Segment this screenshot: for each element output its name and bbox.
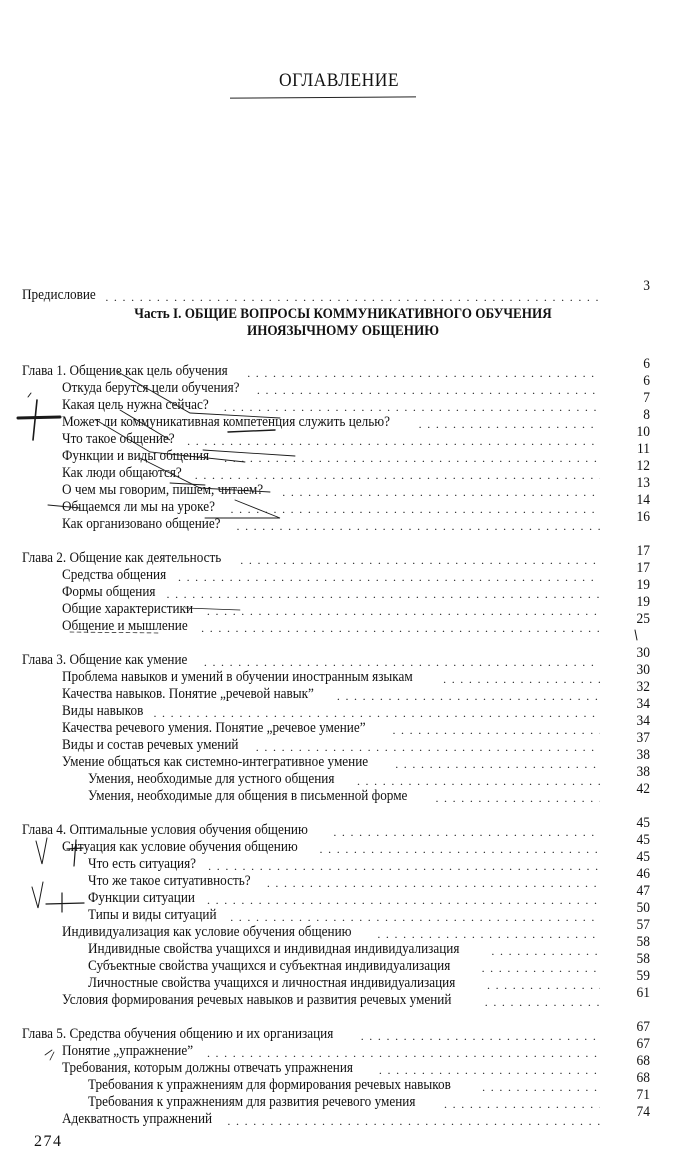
toc-entry-label: Что такое общение? bbox=[62, 431, 175, 447]
dot-leader bbox=[443, 672, 600, 686]
toc-chapter-entry[interactable] bbox=[22, 550, 600, 567]
toc-chapter-entry[interactable] bbox=[22, 822, 600, 839]
dot-leader bbox=[230, 502, 600, 516]
toc-page-number: 7 bbox=[643, 390, 650, 406]
toc-entry-label: Умения, необходимые для общения в письменной форме bbox=[88, 788, 408, 804]
strike-line bbox=[28, 393, 31, 397]
toc-section-entry[interactable] bbox=[88, 975, 600, 992]
dot-leader bbox=[207, 604, 600, 618]
dot-leader bbox=[392, 723, 600, 737]
check-mark-icon bbox=[32, 882, 43, 908]
dot-leader bbox=[207, 893, 600, 907]
toc-section-entry[interactable] bbox=[88, 907, 600, 924]
toc-section-entry[interactable] bbox=[62, 380, 600, 397]
dot-leader bbox=[444, 1097, 600, 1111]
toc-page-number: 8 bbox=[643, 407, 650, 423]
toc-entry-label: Требования, которым должны отвечать упражнения bbox=[62, 1060, 353, 1076]
toc-entry-label: Какая цель нужна сейчас? bbox=[62, 397, 209, 413]
toc-section-entry[interactable] bbox=[62, 499, 600, 516]
toc-page-number: 19 bbox=[636, 577, 650, 593]
toc-entry-label: Качества речевого умения. Понятие „речевое умение” bbox=[62, 720, 366, 736]
toc-entry-label: Виды навыков bbox=[62, 703, 144, 719]
toc-section-entry[interactable] bbox=[62, 482, 600, 499]
toc-entry-label: Общение и мышление bbox=[62, 618, 188, 634]
toc-page-number: 30 bbox=[636, 645, 650, 661]
dot-leader bbox=[267, 876, 600, 890]
toc-page-number: 67 bbox=[636, 1036, 650, 1052]
strike-line bbox=[635, 630, 637, 640]
toc-section-entry[interactable] bbox=[62, 737, 600, 754]
toc-section-entry[interactable] bbox=[88, 788, 600, 805]
toc-page-number: 68 bbox=[636, 1053, 650, 1069]
toc-section-entry[interactable] bbox=[62, 431, 600, 448]
toc-page-number: 67 bbox=[636, 1019, 650, 1035]
toc-page-number: 61 bbox=[636, 985, 650, 1001]
toc-section-entry[interactable] bbox=[62, 465, 600, 482]
toc-page-number: 74 bbox=[636, 1104, 650, 1120]
dot-leader bbox=[187, 434, 600, 448]
check-mark-icon bbox=[36, 838, 47, 864]
toc-entry-label: Качества навыков. Понятие „речевой навык” bbox=[62, 686, 314, 702]
toc-entry-label: Субъектные свойства учащихся и субъектная индивидуализация bbox=[88, 958, 451, 974]
toc-section-entry[interactable] bbox=[88, 958, 600, 975]
toc-page-number: 30 bbox=[636, 662, 650, 678]
cross-mark-icon bbox=[18, 417, 60, 418]
dot-leader bbox=[256, 740, 600, 754]
toc-page-number: 34 bbox=[636, 713, 650, 729]
toc-entry-label: Что же такое ситуативность? bbox=[88, 873, 251, 889]
dot-leader bbox=[105, 290, 600, 304]
toc-page-number: 11 bbox=[636, 441, 650, 457]
dot-leader bbox=[230, 910, 600, 924]
toc-page-number: 12 bbox=[636, 458, 650, 474]
toc-entry-label: Глава 5. Средства обучения общению и их организация bbox=[22, 1026, 334, 1042]
toc-entry-label: Виды и состав речевых умений bbox=[62, 737, 239, 753]
dot-leader bbox=[224, 451, 600, 465]
toc-entry-label: Глава 3. Общение как умение bbox=[22, 652, 188, 668]
dot-leader bbox=[282, 485, 600, 499]
toc-page-number: 17 bbox=[636, 543, 650, 559]
footer-page-number: 274 bbox=[34, 1133, 63, 1150]
toc-page-number: 34 bbox=[636, 696, 650, 712]
toc-section-entry[interactable] bbox=[62, 669, 600, 686]
dot-leader bbox=[204, 655, 600, 669]
toc-chapter-entry[interactable] bbox=[22, 1026, 600, 1043]
toc-page-number: 32 bbox=[636, 679, 650, 695]
dot-leader bbox=[236, 519, 600, 533]
dot-leader bbox=[395, 757, 600, 771]
dot-leader bbox=[224, 400, 600, 414]
dot-leader bbox=[379, 1063, 600, 1077]
toc-page-number: 42 bbox=[636, 781, 650, 797]
dot-leader bbox=[153, 706, 600, 720]
toc-page-number: 58 bbox=[636, 934, 650, 950]
toc-section-entry[interactable] bbox=[62, 414, 600, 431]
dot-leader bbox=[320, 842, 600, 856]
dot-leader bbox=[337, 689, 600, 703]
toc-entry-label: Проблема навыков и умений в обучении иностранным языкам bbox=[62, 669, 413, 685]
toc-page-number: 6 bbox=[643, 373, 650, 389]
toc-entry-label: Формы общения bbox=[62, 584, 156, 600]
dot-leader bbox=[482, 1080, 600, 1094]
toc-entry-label: Глава 2. Общение как деятельность bbox=[22, 550, 222, 566]
toc-chapter-entry[interactable] bbox=[22, 652, 600, 669]
dot-leader bbox=[333, 825, 600, 839]
toc-section-entry[interactable] bbox=[88, 1077, 600, 1094]
dot-leader bbox=[257, 383, 600, 397]
toc-page-number: 14 bbox=[636, 492, 650, 508]
toc-entry-label: Умения, необходимые для устного общения bbox=[88, 771, 335, 787]
toc-entry-label: Может ли коммуникативная компетенция служить целью? bbox=[62, 414, 390, 430]
toc-section-entry[interactable] bbox=[88, 856, 600, 873]
page-title: ОГЛАВЛЕНИЕ bbox=[279, 70, 399, 91]
toc-page-number: 46 bbox=[636, 866, 650, 882]
toc-page-number: 13 bbox=[636, 475, 650, 491]
toc-page-number: 50 bbox=[636, 900, 650, 916]
dot-leader bbox=[208, 859, 600, 873]
dot-leader bbox=[419, 417, 600, 431]
part-heading-line-2: ИНОЯЗЫЧНОМУ ОБЩЕНИЮ bbox=[246, 323, 440, 339]
part-heading-line-1: Часть I. ОБЩИЕ ВОПРОСЫ КОММУНИКАТИВНОГО ОБУЧЕНИЯ bbox=[134, 306, 552, 322]
toc-page-number: 38 bbox=[636, 747, 650, 763]
toc-page-number: 58 bbox=[636, 951, 650, 967]
toc-section-entry[interactable] bbox=[88, 890, 600, 907]
toc-section-entry[interactable] bbox=[62, 839, 600, 856]
toc-entry-label: Требования к упражнениям для развития речевого умения bbox=[88, 1094, 416, 1110]
dot-leader bbox=[201, 621, 600, 635]
dot-leader bbox=[361, 1029, 600, 1043]
toc-section-entry[interactable] bbox=[88, 941, 600, 958]
toc-page-number: 16 bbox=[636, 509, 650, 525]
toc-section-entry[interactable] bbox=[88, 771, 600, 788]
toc-entry-label: Как организовано общение? bbox=[62, 516, 221, 532]
toc-entry-label: Функции ситуации bbox=[88, 890, 195, 906]
toc-section-entry[interactable] bbox=[62, 601, 600, 618]
toc-page-number: 19 bbox=[636, 594, 650, 610]
toc-page-number: 37 bbox=[636, 730, 650, 746]
toc-entry-label: Умение общаться как системно-интегративное умение bbox=[62, 754, 369, 770]
toc-entry-label: Средства общения bbox=[62, 567, 167, 583]
toc-page-number: 68 bbox=[636, 1070, 650, 1086]
toc-entry-preface[interactable] bbox=[22, 287, 600, 304]
toc-entry-label: Индивидуализация как условие обучения общению bbox=[62, 924, 352, 940]
dot-leader bbox=[482, 961, 600, 975]
dot-leader bbox=[166, 587, 600, 601]
toc-section-entry[interactable] bbox=[88, 1094, 600, 1111]
toc-section-entry[interactable] bbox=[62, 618, 600, 635]
toc-page-number: 71 bbox=[636, 1087, 650, 1103]
toc-section-entry[interactable] bbox=[62, 992, 600, 1009]
toc-page-number: 25 bbox=[636, 611, 650, 627]
dot-leader bbox=[377, 927, 600, 941]
toc-section-entry[interactable] bbox=[62, 448, 600, 465]
toc-entry-label: Глава 1. Общение как цель обучения bbox=[22, 363, 228, 379]
toc-entry-label: Как люди общаются? bbox=[62, 465, 182, 481]
toc-section-entry[interactable] bbox=[62, 703, 600, 720]
toc-entry-label: Глава 4. Оптимальные условия обучения общению bbox=[22, 822, 308, 838]
dot-leader bbox=[485, 995, 600, 1009]
toc-entry-label: Что есть ситуация? bbox=[88, 856, 197, 872]
dot-leader bbox=[357, 774, 600, 788]
toc-page-number: 10 bbox=[636, 424, 650, 440]
toc-page-number: 17 bbox=[636, 560, 650, 576]
toc-section-entry[interactable] bbox=[62, 584, 600, 601]
dot-leader bbox=[178, 570, 600, 584]
toc-entry-label: Условия формирования речевых навыков и развития речевых умений bbox=[62, 992, 452, 1008]
toc-entry-label: Адекватность упражнений bbox=[62, 1111, 213, 1127]
dot-leader bbox=[207, 1046, 600, 1060]
toc-page-number: 47 bbox=[636, 883, 650, 899]
toc-section-entry[interactable] bbox=[62, 1043, 600, 1060]
toc-section-entry[interactable] bbox=[62, 1111, 600, 1128]
toc-page-number: 45 bbox=[636, 849, 650, 865]
toc-section-entry[interactable] bbox=[88, 873, 600, 890]
toc-entry-label: Ситуация как условие обучения общению bbox=[62, 839, 298, 855]
dot-leader bbox=[240, 553, 600, 567]
toc-entry-label: Типы и виды ситуаций bbox=[88, 907, 217, 923]
toc-page-number: 57 bbox=[636, 917, 650, 933]
toc-page-number: 3 bbox=[643, 278, 650, 294]
check-mark-icon bbox=[45, 1050, 54, 1060]
toc-page-number: 6 bbox=[643, 356, 650, 372]
dot-leader bbox=[435, 791, 600, 805]
toc-section-entry[interactable] bbox=[62, 397, 600, 414]
cross-mark-icon bbox=[46, 893, 84, 912]
toc-page-number: 38 bbox=[636, 764, 650, 780]
toc-entry-label: Требования к упражнениям для формирования речевых навыков bbox=[88, 1077, 451, 1093]
dot-leader bbox=[227, 1114, 600, 1128]
toc-section-entry[interactable] bbox=[62, 720, 600, 737]
toc-entry-label: О чем мы говорим, пишем, читаем? bbox=[62, 482, 264, 498]
toc-entry-label: Индивидные свойства учащихся и индивидная индивидуализация bbox=[88, 941, 460, 957]
toc-entry-label: Понятие „упражнение” bbox=[62, 1043, 194, 1059]
toc-page-number: 59 bbox=[636, 968, 650, 984]
toc-entry-label: Общаемся ли мы на уроке? bbox=[62, 499, 215, 515]
toc-page-number: 45 bbox=[636, 832, 650, 848]
toc-chapter-entry[interactable] bbox=[22, 363, 600, 380]
toc-section-entry[interactable] bbox=[62, 686, 600, 703]
dot-leader bbox=[487, 978, 600, 992]
toc-section-entry[interactable] bbox=[62, 516, 600, 533]
toc-section-entry[interactable] bbox=[62, 754, 600, 771]
cross-mark-icon bbox=[33, 400, 37, 440]
toc-entry-label: Личностные свойства учащихся и личностная индивидуализация bbox=[88, 975, 456, 991]
dot-leader bbox=[491, 944, 600, 958]
toc-section-entry[interactable] bbox=[62, 924, 600, 941]
toc-entry-label: Функции и виды общения bbox=[62, 448, 210, 464]
toc-section-entry[interactable] bbox=[62, 1060, 600, 1077]
toc-entry-label: Общие характеристики bbox=[62, 601, 194, 617]
toc-entry-label: Откуда берутся цели обучения? bbox=[62, 380, 240, 396]
toc-entry-label: Предисловие bbox=[22, 287, 96, 303]
title-underline bbox=[230, 96, 416, 98]
dot-leader bbox=[195, 468, 600, 482]
dot-leader bbox=[247, 366, 600, 380]
toc-page-number: 45 bbox=[636, 815, 650, 831]
toc-section-entry[interactable] bbox=[62, 567, 600, 584]
